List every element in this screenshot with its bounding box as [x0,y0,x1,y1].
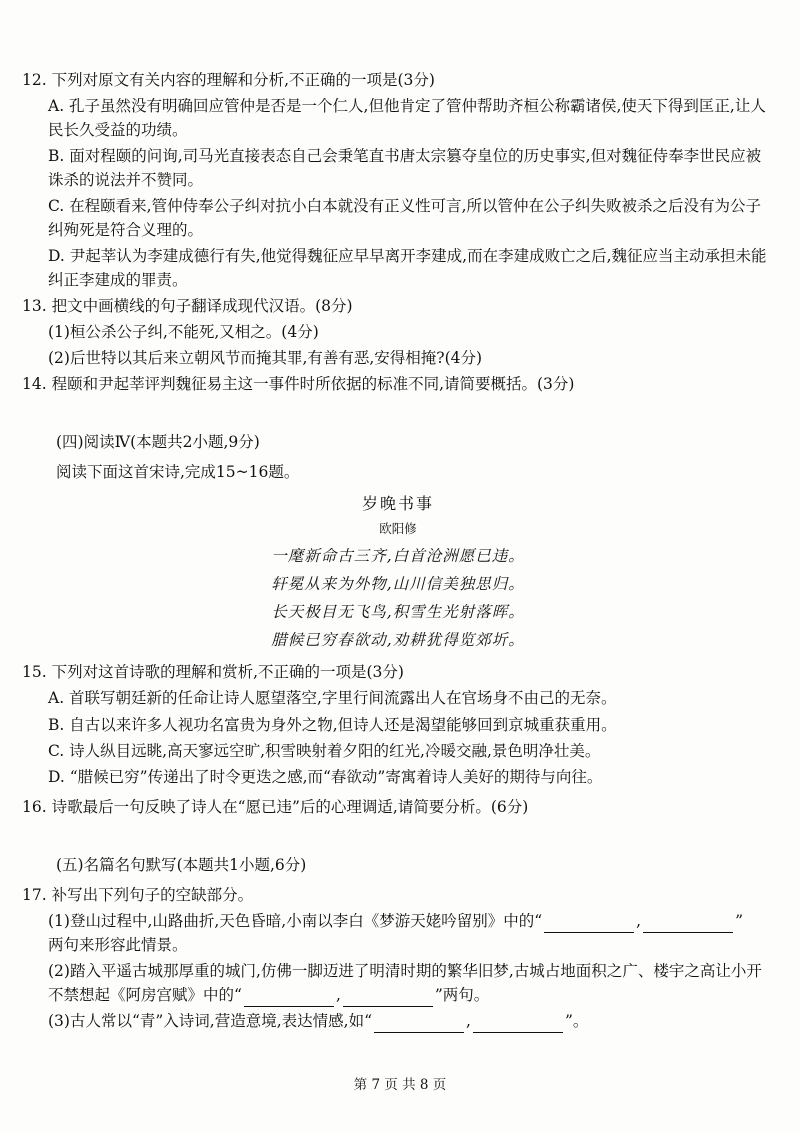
question-17-item-3 [22,1009,774,1033]
poem-line: 轩冕从来为外物,山川信美独思归。 [271,575,525,594]
question-12-stem: 12. 下列对原文有关内容的理解和分析,不正确的一项是(3分) [22,71,435,89]
section-4-intro: 阅读下面这首宋诗,完成15~16题。 [56,463,300,482]
question-14-stem: 14. 程颐和尹起莘评判魏征易主这一事件时所依据的标准不同,请简要概括。(3分) [22,375,575,394]
question-17-item-2 [22,959,774,1007]
question-14 [22,372,774,396]
question-17 [22,883,774,1033]
question-15-option-a: A. 首联写朝廷新的任命让诗人愿望落空,字里行间流露出人在官场身不由己的无奈。 [48,689,617,708]
question-17-item-1 [22,909,774,957]
fill-blank[interactable] [343,1006,433,1007]
fill-blank[interactable] [244,1006,334,1007]
question-15-option-d: D. “腊候已穷”传递出了时令更迭之感,而“春欲动”寄寓着诗人美好的期待与向往。 [48,767,603,786]
question-16 [22,795,774,819]
question-17-stem: 17. 补写出下列句子的空缺部分。 [22,885,254,904]
question-15-option-c: C. 诗人纵目远眺,高天寥远空旷,积雪映射着夕阳的红光,冷暖交融,景色明净壮美。 [48,741,601,760]
item-2-text-end: ”两句。 [434,985,490,1004]
question-13-stem: 13. 把文中画横线的句子翻译成现代汉语。(8分) [22,297,353,316]
section-4-heading: (四)阅读Ⅳ(本题共2小题,9分) [56,433,260,452]
comma: , [466,1011,471,1030]
question-13-item-2: (2)后世特以其后来立朝风节而掩其罪,有善有恶,安得相掩?(4分) [48,349,483,368]
fill-blank[interactable] [544,932,634,933]
question-15 [22,660,774,788]
item-1-text-end: 两句来形容此情景。 [48,935,188,954]
question-13-item-1: (1)桓公杀公子纠,不能死,又相之。(4分) [48,323,319,342]
fill-blank[interactable] [374,1032,464,1033]
question-12-option-b: B. 面对程颐的问询,司马光直接表态自己会秉笔直书唐太宗篡夺皇位的历史事实,但对魏征侍奉李世民应被诛杀的说法并不赞同。 [48,147,762,190]
question-12-option-a: A. 孔子虽然没有明确回应管仲是否是一个仁人,但他肯定了管仲帮助齐桓公称霸诸侯,使天下得到匡正,让人民长久受益的功绩。 [48,97,766,140]
poem [22,492,774,652]
item-3-text-end: ”。 [564,1011,589,1030]
poem-line: 长天极目无飞鸟,积雪生光射落晖。 [271,603,525,622]
question-12 [22,68,774,292]
page-footer: 第 7 页 共 8 页 [353,1077,447,1094]
fill-blank[interactable] [473,1032,563,1033]
question-15-option-b: B. 自古以来许多人视功名富贵为身外之物,但诗人还是渴望能够回到京城重获重用。 [48,715,617,734]
question-12-option-d: D. 尹起莘认为李建成德行有失,他觉得魏征应早早离开李建成,而在李建成败亡之后,魏征应当主动承担未能纠正李建成的罪责。 [48,247,767,290]
item-1-text: (1)登山过程中,山路曲折,天色昏暗,小南以李白《梦游天姥吟留别》中的“ [48,911,543,930]
poem-line: 腊候已穷春欲动,劝耕犹得览郊圻。 [271,631,525,650]
item-2-text: (2)踏入平遥古城那厚重的城门,仿佛一脚迈进了明清时期的繁华旧梦,古城占地面积之广、楼宇之高让小开不禁想起《阿房宫赋》中的“ [48,961,762,1004]
close-quote: ” [735,911,744,930]
comma: , [636,911,642,930]
question-13 [22,294,774,370]
poem-author: 欧阳修 [379,521,417,537]
comma: , [335,985,341,1004]
poem-line: 一麾新命古三齐,白首沧洲愿已违。 [271,547,525,566]
poem-title: 岁晚书事 [361,494,434,514]
fill-blank[interactable] [643,932,733,933]
section-5-heading: (五)名篇名句默写(本题共1小题,6分) [56,855,307,874]
question-15-stem: 15. 下列对这首诗歌的理解和赏析,不正确的一项是(3分) [22,663,404,682]
question-16-stem: 16. 诗歌最后一句反映了诗人在“愿已违”后的心理调适,请简要分析。(6分) [22,797,529,816]
item-3-text: (3)古人常以“青”入诗词,营造意境,表达情感,如“ [48,1011,373,1030]
question-12-option-c: C. 在程颐看来,管仲侍奉公子纠对抗小白本就没有正义性可言,所以管仲在公子纠失败被杀之后没有为公子纠殉死是符合义理的。 [48,197,762,240]
